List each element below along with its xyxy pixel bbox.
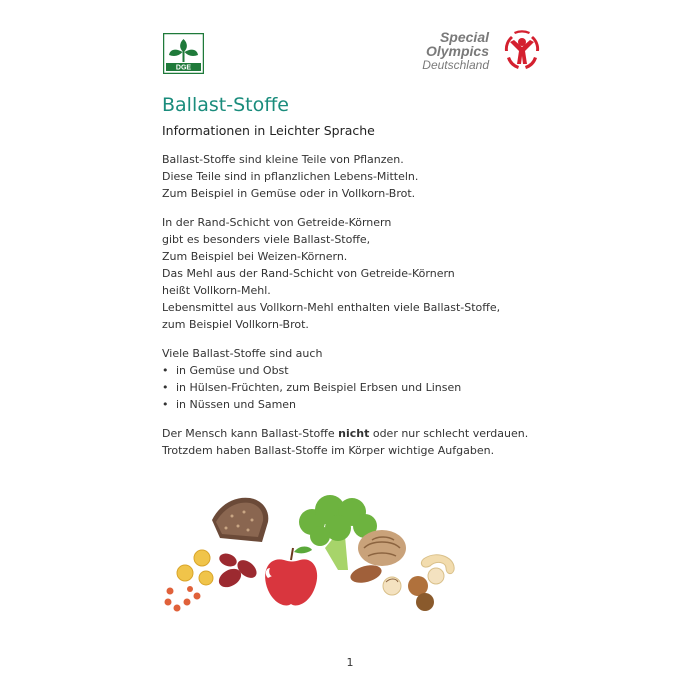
list-item: • in Hülsen-Früchten, zum Beispiel Erbsen und Linsen <box>162 379 542 396</box>
so-logo-line3: Deutschland <box>422 58 489 72</box>
body-text <box>162 151 542 471</box>
page-title: Ballast-Stoffe <box>162 94 289 116</box>
page-subtitle: Informationen in Leichter Sprache <box>162 123 375 138</box>
so-logo-line2: Olympics <box>425 43 489 59</box>
dge-logo-text: DGE <box>175 64 192 72</box>
wholegrain-bread-icon <box>212 498 268 542</box>
paragraph-4 <box>162 425 542 459</box>
list-item: • in Nüssen und Samen <box>162 396 542 413</box>
text-line: Zum Beispiel in Gemüse oder in Vollkorn-Brot. <box>162 187 416 200</box>
special-olympics-logo <box>412 26 547 81</box>
food-illustration <box>160 490 460 615</box>
apple-icon <box>265 547 317 606</box>
text-line: Zum Beispiel bei Weizen-Körnern. <box>162 250 348 263</box>
text-line: Lebensmittel aus Vollkorn-Mehl enthalten viele Ballast-Stoffe, <box>162 301 501 314</box>
paragraph-2 <box>162 214 542 333</box>
kidney-beans-icon <box>216 551 260 591</box>
text-line: zum Beispiel Vollkorn-Brot. <box>162 318 309 331</box>
text-line: gibt es besonders viele Ballast-Stoffe, <box>162 233 371 246</box>
text-line: Das Mehl aus der Rand-Schicht von Getreide-Körnern <box>162 267 455 280</box>
text-line: heißt Vollkorn-Mehl. <box>162 284 271 297</box>
paragraph-1 <box>162 151 542 202</box>
page-number: 1 <box>346 656 354 669</box>
text-line: Diese Teile sind in pflanzlichen Lebens-Mitteln. <box>162 170 419 183</box>
text-line: Der Mensch kann Ballast-Stoffe nicht oder nur schlecht verdauen. <box>162 427 529 440</box>
hazelnuts-icon <box>383 568 444 611</box>
emphasis-nicht: nicht <box>338 427 370 440</box>
special-olympics-emblem-icon <box>497 26 547 76</box>
dge-logo <box>163 33 204 74</box>
bullet-list <box>162 362 542 413</box>
text-line: In der Rand-Schicht von Getreide-Körnern <box>162 216 392 229</box>
chickpeas-icon <box>177 550 213 585</box>
lentils-icon <box>165 586 201 612</box>
text-line: Ballast-Stoffe sind kleine Teile von Pflanzen. <box>162 153 404 166</box>
list-intro: Viele Ballast-Stoffe sind auch <box>162 347 323 360</box>
walnut-icon <box>358 530 406 566</box>
list-item: • in Gemüse und Obst <box>162 362 542 379</box>
so-logo-line1: Special <box>439 29 489 45</box>
text-line: Trotzdem haben Ballast-Stoffe im Körper wichtige Aufgaben. <box>162 444 495 457</box>
